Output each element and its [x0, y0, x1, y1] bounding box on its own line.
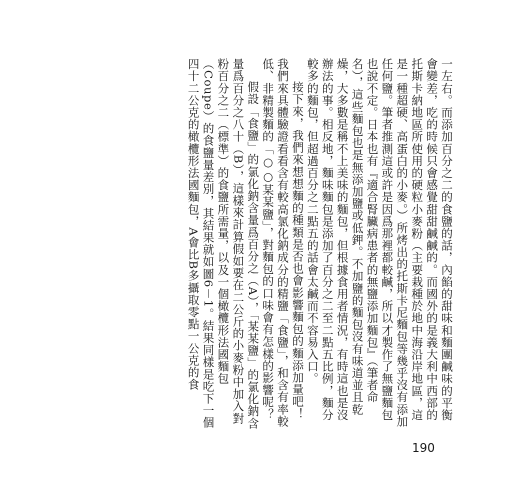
paragraph-1: 一左右。而添加百分之二的食鹽的話，內餡的甜味和麵團鹹味的平衡會變差，吃的時候只會感覺甜甜鹹鹹的。而國外的是義大利中西部的托斯卡納地區所使用的硬粒小麥粉（主要栽種於地中海沿岸地區，這是一種超硬、高蛋白的小麥。）所烤出的托斯卡尼麵包等幾乎沒有添加任何鹽。筆者推測這或許是因爲那裡都較鹹，所以才製作了無鹽麵包也說不定。日本也有『適合腎臟病患者的無鹽添加麵包』（筆者命名），這些麵包也是無添加鹽或低鉀。不加鹽的麵包沒有味道並且乾燥，大多數是稱不上美味的麵包，但根據食用者情況，有時這也是沒辦法的事。相反地，麵味麵包是添加了百分之二至二點五比例，麵分較多的麵包，但超過百分之二點五的話會太鹹而不容易入口。	[305, 58, 454, 428]
vertical-text-body	[120, 58, 454, 430]
paragraph-2: 接下來，我們來想想麵的種類是否也會影響麵包的麵添加量吧！我們來具體驗證看看含有較高氯化鈉成分的精鹽「食鹽」，和含有率較低、非精製麵的「○○某某鹽」，對麵包的口味會有怎樣的影響呢？	[261, 58, 305, 428]
paragraph-3: 假設「食鹽」的氯化鈉含量爲百分之（A），「某某鹽」的氯化鈉含量爲百分之八十（B），這樣來計算假如要在二公斤的小麥粉中加入對粉百分之二（標準）的食鹽所需量，以及一個橄欖形法國麵包（Coupe）的食鹽量差別，其結果就如圖6－1。結果同樣是吃下一個四十二公克的橄欖形法國麵包，A會比B多攝取零點一公克的食	[186, 58, 261, 430]
page-number: 190	[412, 441, 435, 455]
